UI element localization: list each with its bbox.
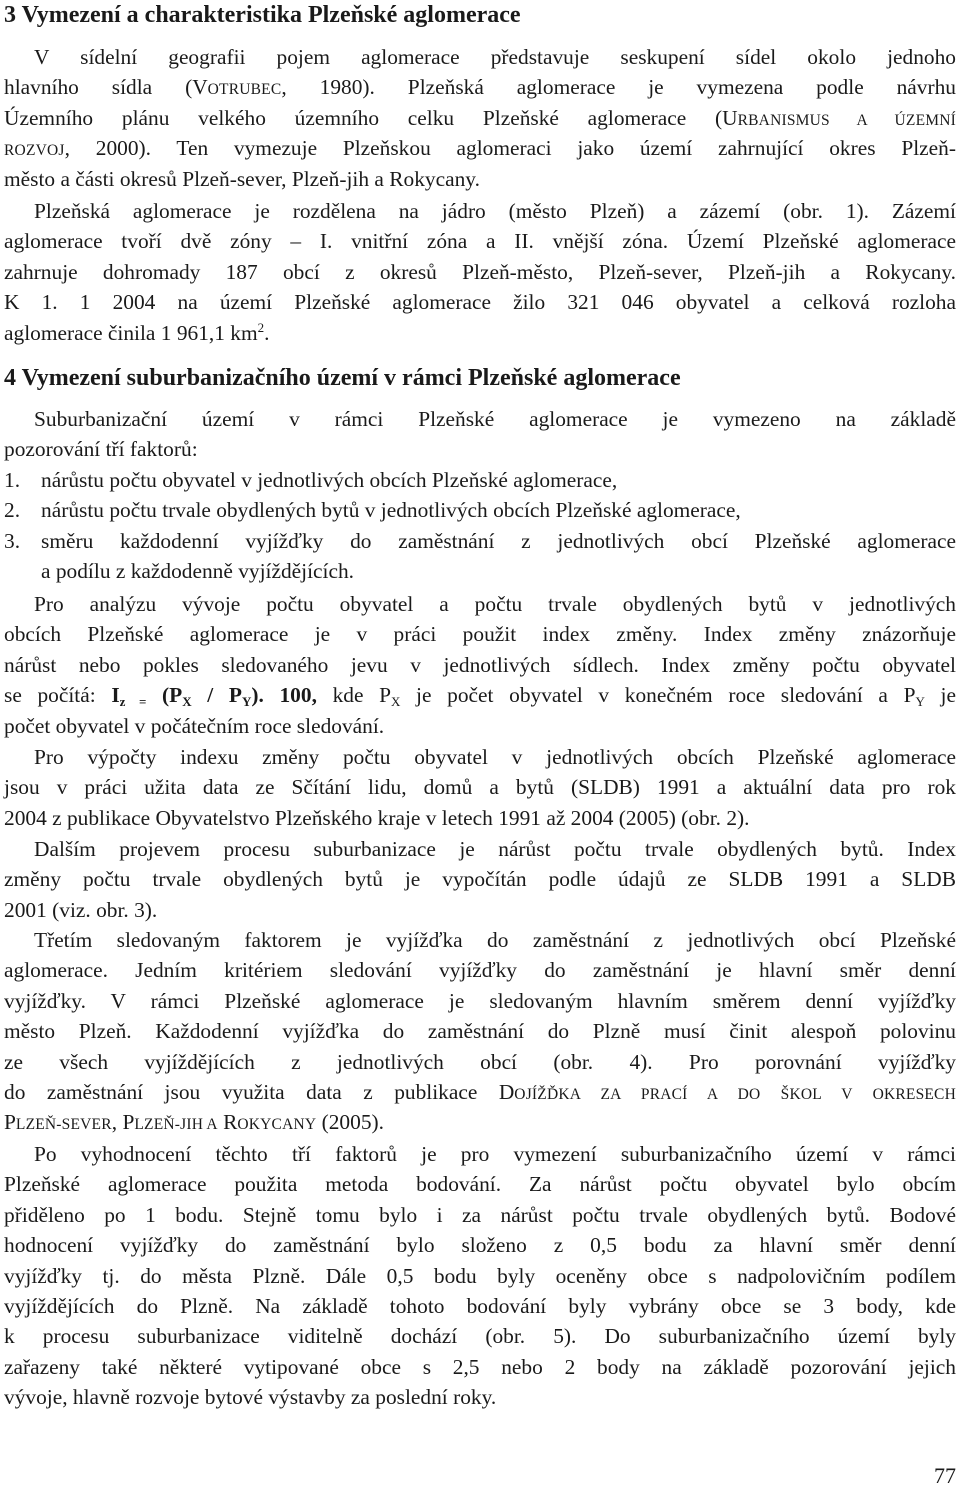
text-line: zařazeny také některé vytipované obce s 2,5 nebo 2 body na základě pozorování jejich bbox=[4, 1354, 956, 1379]
text-line: ze všech vyjíždějících z jednotlivých obcí (obr. 4). Pro porovnání vyjížďky bbox=[4, 1049, 956, 1074]
text-line: hodnocení vyjížďky do zaměstnání bylo složeno z 0,5 bodu za hlavní směr denní bbox=[4, 1233, 956, 1258]
text-line: vývoje, hlavně rozvoje bytové výstavby za poslední roky. bbox=[4, 1385, 497, 1410]
text-line: Pro výpočty indexu změny počtu obyvatel v jednotlivých obcích Plzeňské aglomerace bbox=[34, 745, 956, 769]
text-line: k procesu suburbanizace viditelně dochází (obr. 5). Do suburbanizačního území byly bbox=[4, 1324, 956, 1349]
section-4-heading: 4 Vymezení suburbanizačního území v rámci Plzeňské aglomerace bbox=[4, 365, 681, 391]
text-line: Plzeňské aglomerace použita metoda bodování. Za nárůst počtu obyvatel bylo obcím bbox=[4, 1172, 956, 1197]
section-4-paragraph-4 bbox=[4, 834, 956, 925]
text-line: aglomerace. Jedním kritériem sledování vyjížďky do zaměstnání je hlavní směr denní bbox=[4, 958, 956, 983]
page-number: 77 bbox=[934, 1463, 956, 1488]
text-line: Dalším projevem procesu suburbanizace je nárůst počtu trvale obydlených bytů. Index bbox=[34, 837, 956, 861]
text-line: obcích Plzeňské aglomerace je v práci použit index změny. Index změny znázorňuje bbox=[4, 622, 956, 647]
text-line: vyjížďky tj. do města Plzně. Dále 0,5 bodu byly oceněny obce s nadpolovičním podílem bbox=[4, 1263, 956, 1288]
text-line: K 1. 1 2004 na území Plzeňské aglomerace žilo 321 046 obyvatel a celková rozloha bbox=[4, 290, 956, 315]
index-formula: $I_{z =}$ $(P_X / P_Y)$. 100, bbox=[111, 683, 317, 710]
section-3-paragraph-1 bbox=[4, 42, 956, 194]
text-line: Třetím sledovaným faktorem je vyjížďka do zaměstnání z jednotlivých obcí Plzeňské bbox=[34, 928, 956, 952]
text-line: 2004 z publikace Obyvatelstvo Plzeňského kraje v letech 1991 až 2004 (2005) (obr. 2). bbox=[4, 805, 750, 830]
author-smallcaps: OZVOJ bbox=[14, 142, 65, 160]
text-line: aglomerace činila 1 961,1 $km^2$. bbox=[4, 319, 270, 345]
text-line: V sídelní geografii pojem aglomerace představuje seskupení sídel okolo jednoho bbox=[34, 45, 956, 69]
section-4-paragraph-6 bbox=[4, 1139, 956, 1413]
publication-smallcaps: OJÍŽĎKA ZA PRACÍ A DO ŠKOL V OKRESECH bbox=[514, 1085, 956, 1103]
superscript: 2 bbox=[257, 319, 265, 335]
text-line: Suburbanizační území v rámci Plzeňské aglomerace je vymezeno na základě bbox=[34, 407, 956, 431]
section-4-paragraph-3 bbox=[4, 742, 956, 833]
section-3-paragraph-2 bbox=[4, 196, 956, 348]
text-line: PLZEŇ-SEVER, PLZEŇ-JIH A ROKYCANY (2005). bbox=[4, 1110, 384, 1135]
section-3-heading: 3 Vymezení a charakteristika Plzeňské aglomerace bbox=[4, 2, 521, 28]
factor-list bbox=[4, 465, 956, 587]
text-line: zahrnuje dohromady 187 obcí z okresů Plzeň-město, Plzeň-sever, Plzeň-jih a Rokycany. bbox=[4, 259, 956, 284]
text-line: hlavního sídla (VOTRUBEC, 1980). Plzeňská aglomerace je vymezena podle návrhu bbox=[4, 75, 956, 100]
author-smallcaps: OTRUBEC bbox=[207, 81, 282, 99]
section-4-paragraph-5 bbox=[4, 925, 956, 1138]
author-smallcaps: RBANISMUS A ÚZEMNÍ bbox=[737, 111, 957, 129]
text-line: Plzeňská aglomerace je rozdělena na jádro (město Plzeň) a zázemí (obr. 1). Zázemí bbox=[34, 199, 956, 223]
text-line: Pro analýzu vývoje počtu obyvatel a počtu trvale obydlených bytů v jednotlivých bbox=[34, 592, 956, 616]
text-line: počet obyvatel v počátečním roce sledování. bbox=[4, 713, 385, 738]
text-line: Územního plánu velkého územního celku Plzeňské aglomerace (URBANISMUS A ÚZEMNÍ bbox=[4, 105, 957, 130]
list-item: 1. nárůstu počtu obyvatel v jednotlivých obcích Plzeňské aglomerace, bbox=[4, 468, 618, 492]
text-line: do zaměstnání jsou využita data z publikace DOJÍŽĎKA ZA PRACÍ A DO ŠKOL V OKRESECH bbox=[4, 1079, 956, 1104]
text-line: Po vyhodnocení těchto tří faktorů je pro vymezení suburbanizačního území v rámci bbox=[34, 1142, 956, 1166]
section-4-paragraph-2 bbox=[4, 589, 956, 741]
section-4-paragraph-1 bbox=[4, 404, 956, 465]
text-line: město Plzeň. Každodenní vyjížďka do zaměstnání do Plzně musí činit alespoň polovinu bbox=[4, 1019, 956, 1044]
text-line: nárůst nebo pokles sledovaného jevu v jednotlivých sídlech. Index změny počtu obyvatel bbox=[4, 652, 956, 677]
text-line: vyjíždějících do Plzně. Na základě tohoto bodování byly vybrány obce se 3 body, kde bbox=[4, 1293, 956, 1318]
text-line: ROZVOJ, 2000). Ten vymezuje Plzeňskou aglomeraci jako území zahrnující okres Plzeň- bbox=[4, 136, 956, 161]
list-item-continuation: a podílu z každodenně vyjíždějících. bbox=[41, 559, 355, 584]
text-line: 2001 (viz. obr. 3). bbox=[4, 897, 158, 922]
text-line: pozorování tří faktorů: bbox=[4, 437, 198, 462]
text-line: přiděleno po 1 bodu. Stejně tomu bylo i za nárůst počtu trvale obydlených bytů. Bodové bbox=[4, 1202, 956, 1227]
text-line: jsou v práci užita data ze Sčítání lidu, domů a bytů (SLDB) 1991 a aktuální data pro rok bbox=[4, 775, 956, 800]
text-line: změny počtu trvale obydlených bytů je vypočítán podle údajů ze SLDB 1991 a SLDB bbox=[4, 867, 956, 892]
text-line: aglomerace tvoří dvě zóny – I. vnitřní zóna a II. vnější zóna. Území Plzeňské aglomerace bbox=[4, 229, 956, 254]
text-line: vyjížďky. V rámci Plzeňské aglomerace je sledovaným hlavním směrem denní vyjížďky bbox=[4, 988, 956, 1013]
formula-line: se počítá: $I_{z =}$ $(P_X / P_Y)$. 100, kde $P_X$ je počet obyvatel v konečném roce sledování a $P_Y$ je bbox=[4, 683, 956, 710]
list-item: 2. nárůstu počtu trvale obydlených bytů v jednotlivých obcích Plzeňské aglomerace, bbox=[4, 498, 741, 523]
list-item: 3. směru každodenní vyjížďky do zaměstnání z jednotlivých obcí Plzeňské aglomerace bbox=[4, 528, 956, 553]
text-line: město a části okresů Plzeň-sever, Plzeň-jih a Rokycany. bbox=[4, 166, 480, 191]
